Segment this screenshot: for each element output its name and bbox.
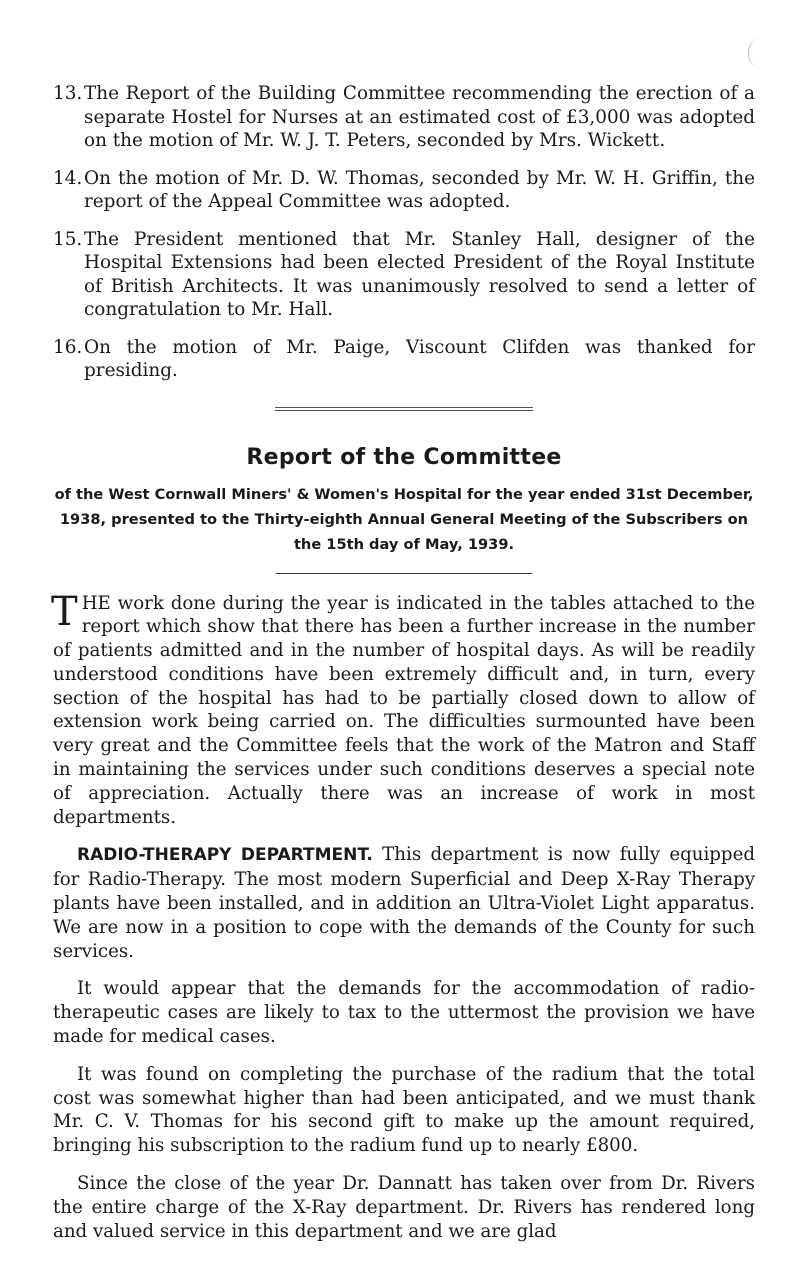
document-page [53, 82, 755, 1257]
item-number: 15. [53, 228, 83, 250]
drop-cap: T [51, 588, 78, 635]
item-number: 13. [53, 83, 83, 104]
minute-item-14 [53, 167, 755, 214]
item-number: 14. [53, 167, 83, 189]
intro-paragraph [51, 588, 755, 830]
item-number: 16. [53, 336, 83, 358]
item-text: On the motion of Mr. D. W. Thomas, seconded by Mr. W. H. Griffin, the report of the Appeal Committee was adopted. [84, 167, 755, 212]
item-text: The Report of the Building Committee recommending the erection of a separate Hostel for Nurses at an estimated cost of £3,000 was adopted on the motion of Mr. W. J. T. Peters, seconded by Mrs. Wickett. [84, 83, 755, 151]
double-divider [275, 407, 533, 411]
report-heading: Report of the Committee [246, 444, 562, 470]
radio-therapy-paragraph [53, 843, 755, 963]
radio-therapy-text: This department is now fully equipped for Radio-Therapy. The most modern Superficial and Deep X-Ray Therapy plants have been installed, and in addition an Ultra-Violet Light apparatus. We are now in a position to cope with the demands of the County for such services. [53, 844, 755, 962]
section-title: RADIO-THERAPY DEPARTMENT. [77, 845, 373, 866]
xray-paragraph: Since the close of the year Dr. Dannatt has taken over from Dr. Rivers the entire charge of the X-Ray department. Dr. Rivers has rendered long and valued service in this department and we are glad [53, 1173, 755, 1242]
divider [276, 573, 532, 574]
item-text: The President mentioned that Mr. Stanley Hall, designer of the Hospital Extensions had been elected President of the Royal Institute of British Architects. It was unanimously resolved to send a letter of congratulation to Mr. Hall. [84, 228, 755, 320]
minute-item-13 [53, 82, 755, 153]
minute-item-16 [53, 336, 755, 383]
accommodation-paragraph: It would appear that the demands for the accommodation of radio-therapeutic cases are likely to tax to the uttermost the provision we have made for medical cases. [53, 978, 755, 1048]
intro-text: HE work done during the year is indicated in the tables attached to the report which show that there has been a further increase in the number of patients admitted and in the number of hospital days. As will be readily understood conditions have been extremely difficult and, in turn, every section of the hospital has had to be partially closed down to allow of extension work being carried on. The difficulties surmounted have been very great and the Committee feels that the work of the Matron and Staff in maintaining the services under such conditions deserves a special note of appreciation. Actually there was an increase of work in most departments. [53, 592, 755, 828]
minute-item-15 [53, 228, 755, 322]
report-subheading: of the West Cornwall Miners' & Women's Hospital for the year ended 31st December, 1938, presented to the Thirty-eighth Annual General Meeting of the Subscribers on the 15th day of May, 1939. [54, 485, 754, 553]
page-corner-mark [748, 38, 771, 68]
item-text: On the motion of Mr. Paige, Viscount Clifden was thanked for presiding. [84, 336, 755, 381]
radium-paragraph: It was found on completing the purchase of the radium that the total cost was somewhat higher than had been anticipated, and we must thank Mr. C. V. Thomas for his second gift to make up the amount required, bringing his subscription to the radium fund up to nearly £800. [53, 1063, 755, 1157]
